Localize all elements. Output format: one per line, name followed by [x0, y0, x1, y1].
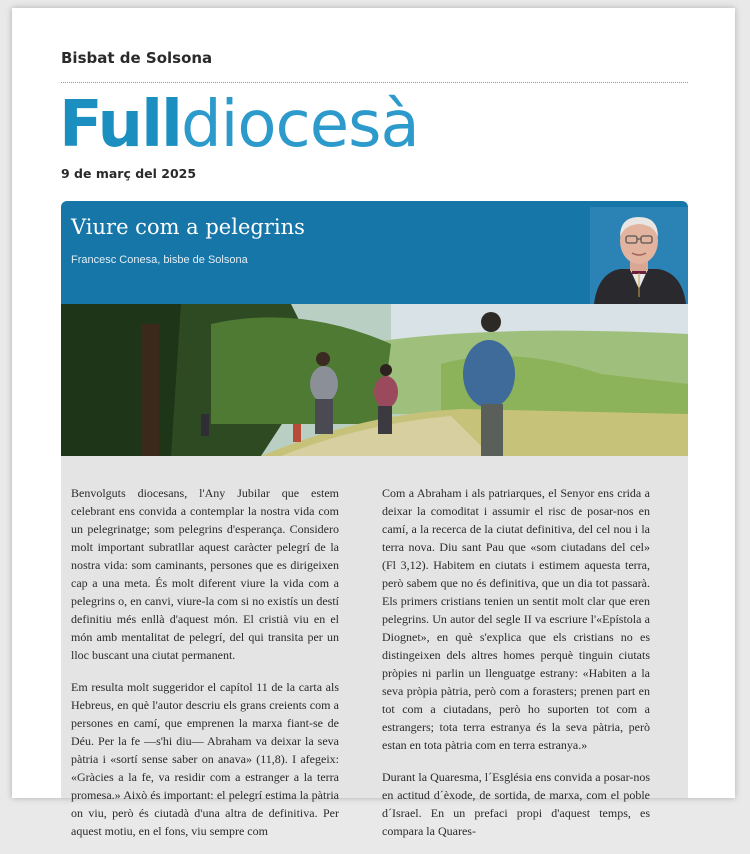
article-author: Francesc Conesa, bisbe de Solsona	[71, 254, 248, 266]
masthead-logo	[59, 90, 419, 160]
left-column	[71, 484, 339, 854]
publisher-name: Bisbat de Solsona	[61, 49, 213, 67]
issue-date: 9 de març del 2025	[61, 166, 197, 181]
masthead-full: Full	[59, 88, 181, 162]
pilgrims-walking-photo	[61, 304, 688, 456]
right-column	[382, 484, 650, 854]
header-divider	[61, 82, 688, 83]
paragraph: Com a Abraham i als patriarques, el Senyor ens crida a deixar la comoditat i assumir el risc de posar-nos en camí, a la recerca de la ciutat definitiva, del cel nou i la terra nova. Diu sant Pau que «som ciutadans del cel» (Fl 3,12). Habitem en ciutats i estimem aquesta terra, però sabem que no és definitiva, que un dia tot passarà. Els primers cristians tenien un sentit molt clar que eren pelegrins. Un autor del segle II va escriure l'«Epístola a Diognet», en què s'explica que els cristians no es distingeixen dels altres homes perquè tinguin ciutats pròpies ni parlin un llenguatge estrany: «Habiten a la seva pròpia pàtria, però com a forasters; prenen part en tot com a ciutadans, però ho suporten tot com a estrangers; tota terra estranya és la seva pàtria, però estan en tota pàtria com en terra estranya.»	[382, 486, 650, 752]
article-body	[61, 456, 688, 838]
masthead-diocesa: diocesà	[180, 88, 419, 162]
article-title: Viure com a pelegrins	[71, 215, 305, 239]
paragraph: Durant la Quaresma, l´Església ens convida a posar-nos en actitud d´èxode, de sortida, de marxa, com el poble d´Israel. En un prefaci propi d'aquest temps, es compara la Quares-	[382, 770, 650, 838]
paragraph: Benvolguts diocesans, l'Any Jubilar que estem celebrant ens convida a contemplar la nostra vida com un pelegrinatge; som pelegrins d'esperança. Considero molt important subratllar aquest caràcter pelegrí de la nostra vida: som caminants, persones que es dirigeixen cap a una meta. És molt diferent viure la vida com a pelegrins o, en canvi, viure-la com si no existís un destí definitiu més enllà d'aquest món. El cristià viu en el món amb mentalitat de pelegrí, del qui transita per un lloc buscant una ciutat permanent.	[71, 486, 339, 662]
bishop-portrait-image	[590, 207, 688, 304]
article-banner	[61, 201, 688, 304]
paragraph: Em resulta molt suggeridor el capítol 11 de la carta als Hebreus, en què l'autor descriu els grans creients com a persones en camí, que emprenen la marxa fiant-se de Déu. Per la fe —s'hi diu— Abraham va deixar la seva pàtria i «sortí sense saber on anava» (11,8). I afegeix: «Gràcies a la fe, va residir com a estranger a la terra promesa.» Això és important: el pelegrí estima la pàtria on viu, però és ciutadà d'una altra de definitiva. Per aquest motiu, en el fons, viu sempre com	[71, 680, 339, 838]
newsletter-page	[12, 8, 735, 838]
